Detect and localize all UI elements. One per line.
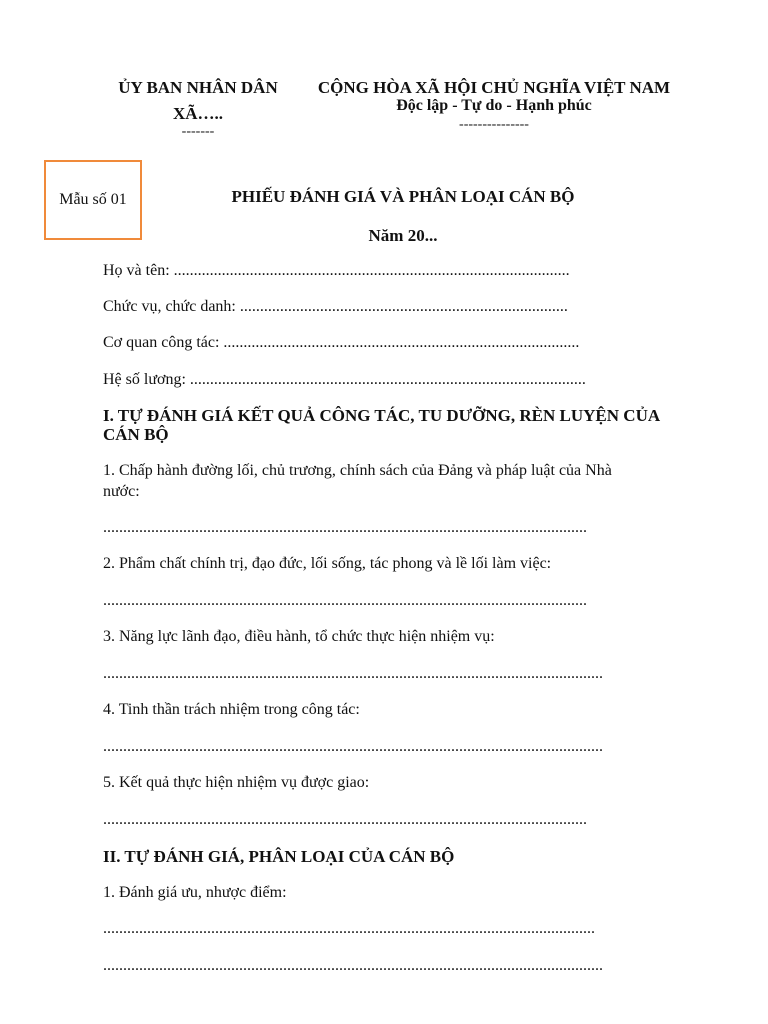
section1-question5: 5. Kết quả thực hiện nhiệm vụ được giao:: [103, 774, 370, 791]
answer-line: .........................................................................................................................: [103, 519, 587, 536]
form-code-box: [44, 160, 142, 240]
section1-heading-line1: I. TỰ ĐÁNH GIÁ KẾT QUẢ CÔNG TÁC, TU DƯỠNG, RÈN LUYỆN CỦA: [103, 406, 661, 425]
agency-name-line2: XÃ…..: [172, 104, 224, 123]
section1-question3: 3. Năng lực lãnh đạo, điều hành, tổ chức thực hiện nhiệm vụ:: [103, 628, 495, 645]
form-year: Năm 20...: [368, 226, 438, 245]
section2-heading: II. TỰ ĐÁNH GIÁ, PHÂN LOẠI CỦA CÁN BỘ: [103, 847, 455, 866]
section1-question2: 2. Phẩm chất chính trị, đạo đức, lối sống, tác phong và lề lối làm việc:: [103, 555, 552, 572]
field-position: Chức vụ, chức danh: ..................................................................................: [103, 298, 568, 315]
section1-heading-line2: CÁN BỘ: [103, 425, 169, 444]
right-separator: ---------------: [459, 117, 529, 132]
national-motto: Độc lập - Tự do - Hạnh phúc: [396, 97, 592, 114]
answer-line: ...........................................................................................................................: [103, 920, 595, 937]
field-salary-coefficient: Hệ số lương: ...................................................................................................: [103, 371, 586, 388]
answer-line: .........................................................................................................................: [103, 592, 587, 609]
national-title: CỘNG HÒA XÃ HỘI CHỦ NGHĨA VIỆT NAM: [317, 78, 671, 97]
agency-name-line1: ỦY BAN NHÂN DÂN: [118, 78, 278, 97]
answer-line: .........................................................................................................................: [103, 811, 587, 828]
form-title: PHIẾU ĐÁNH GIÁ VÀ PHÂN LOẠI CÁN BỘ: [231, 187, 575, 206]
left-separator: -------: [181, 124, 215, 139]
section1-question1-line1: 1. Chấp hành đường lối, chủ trương, chính sách của Đảng và pháp luật của Nhà: [103, 462, 612, 479]
answer-line: .............................................................................................................................: [103, 665, 603, 682]
section2-question1: 1. Đánh giá ưu, nhược điểm:: [103, 884, 287, 901]
answer-line: .............................................................................................................................: [103, 738, 603, 755]
form-code-label: Mẫu số 01: [59, 191, 127, 208]
field-agency: Cơ quan công tác: .........................................................................................: [103, 334, 580, 351]
section1-question1-line2: nước:: [103, 483, 140, 500]
answer-line: .............................................................................................................................: [103, 957, 603, 974]
section1-question4: 4. Tinh thần trách nhiệm trong công tác:: [103, 701, 360, 718]
field-full-name: Họ và tên: ...................................................................................................: [103, 262, 570, 279]
